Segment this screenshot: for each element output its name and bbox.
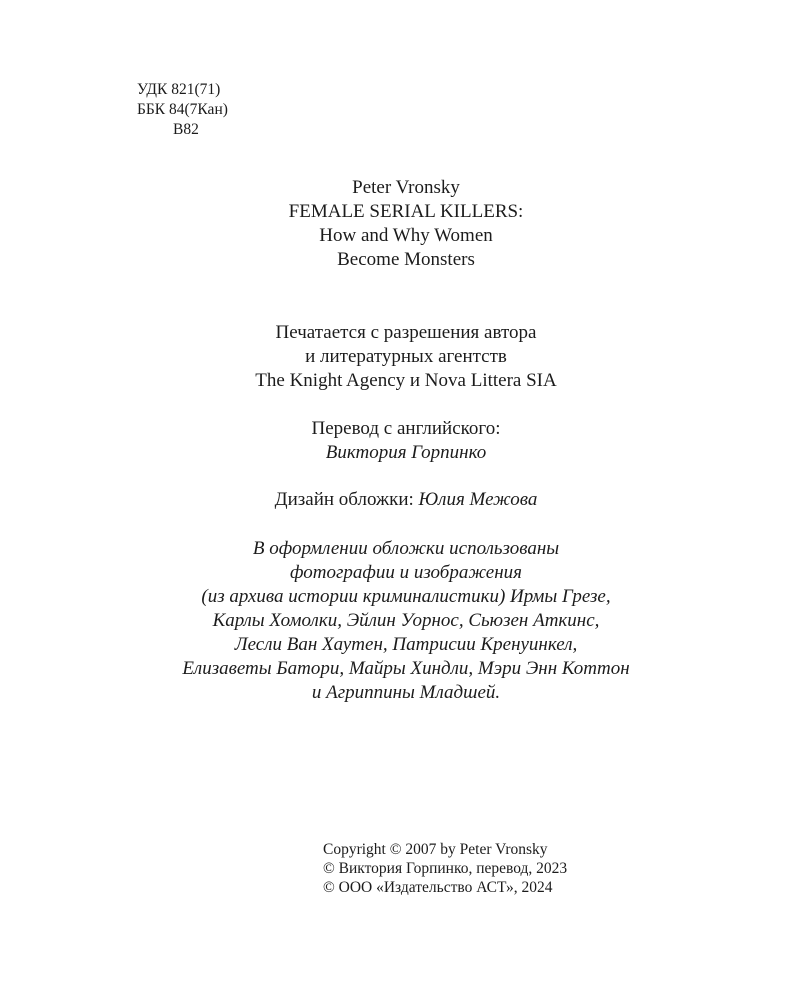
permission-block [0, 321, 800, 393]
original-title-block [0, 176, 800, 272]
cover-note-block [0, 537, 800, 705]
cover-note-line: В оформлении обложки использованы [252, 538, 560, 559]
original-title-line-2: How and Why Women [319, 225, 493, 246]
original-author: Peter Vronsky [352, 177, 460, 198]
author-mark: В82 [173, 121, 199, 138]
copyright-line-2: © Виктория Горпинко, перевод, 2023 [323, 860, 568, 877]
translation-label: Перевод с английского: [311, 418, 501, 439]
permission-line-1: Печатается с разрешения автора [275, 322, 537, 343]
cover-designer-name: Юлия Межова [418, 489, 538, 510]
copyright-line-3: © ООО «Издательство АСТ», 2024 [323, 879, 553, 896]
cover-note-line: Лесли Ван Хаутен, Патрисии Кренуинкел, [234, 634, 578, 655]
cover-note-line: (из архива истории криминалистики) Ирмы Грезе, [201, 586, 611, 607]
cover-note-line: фотографии и изображения [290, 562, 522, 583]
cover-note-line: Карлы Хомолки, Эйлин Уорнос, Сьюзен Аткинс, [212, 610, 600, 631]
translation-block [0, 417, 800, 465]
cover-design-block [0, 488, 800, 512]
translator-name: Виктория Горпинко [325, 442, 487, 463]
bbk-code: ББК 84(7Кан) [137, 101, 228, 118]
cover-design-label: Дизайн обложки: [274, 489, 414, 510]
cover-note-line: и Агриппины Младшей. [311, 682, 501, 703]
copyright-block [323, 840, 567, 897]
cover-design-line [0, 488, 800, 512]
permission-line-3: The Knight Agency и Nova Littera SIA [255, 370, 557, 391]
copyright-line-1: Copyright © 2007 by Peter Vronsky [323, 841, 548, 858]
udk-code: УДК 821(71) [137, 81, 221, 98]
catalog-codes [137, 80, 228, 140]
original-title-line-1: FEMALE SERIAL KILLERS: [288, 201, 524, 222]
cover-note-line: Елизаветы Батори, Майры Хиндли, Мэри Энн Коттон [182, 658, 630, 679]
permission-line-2: и литературных агентств [305, 346, 507, 367]
original-title-line-3: Become Monsters [337, 249, 475, 270]
